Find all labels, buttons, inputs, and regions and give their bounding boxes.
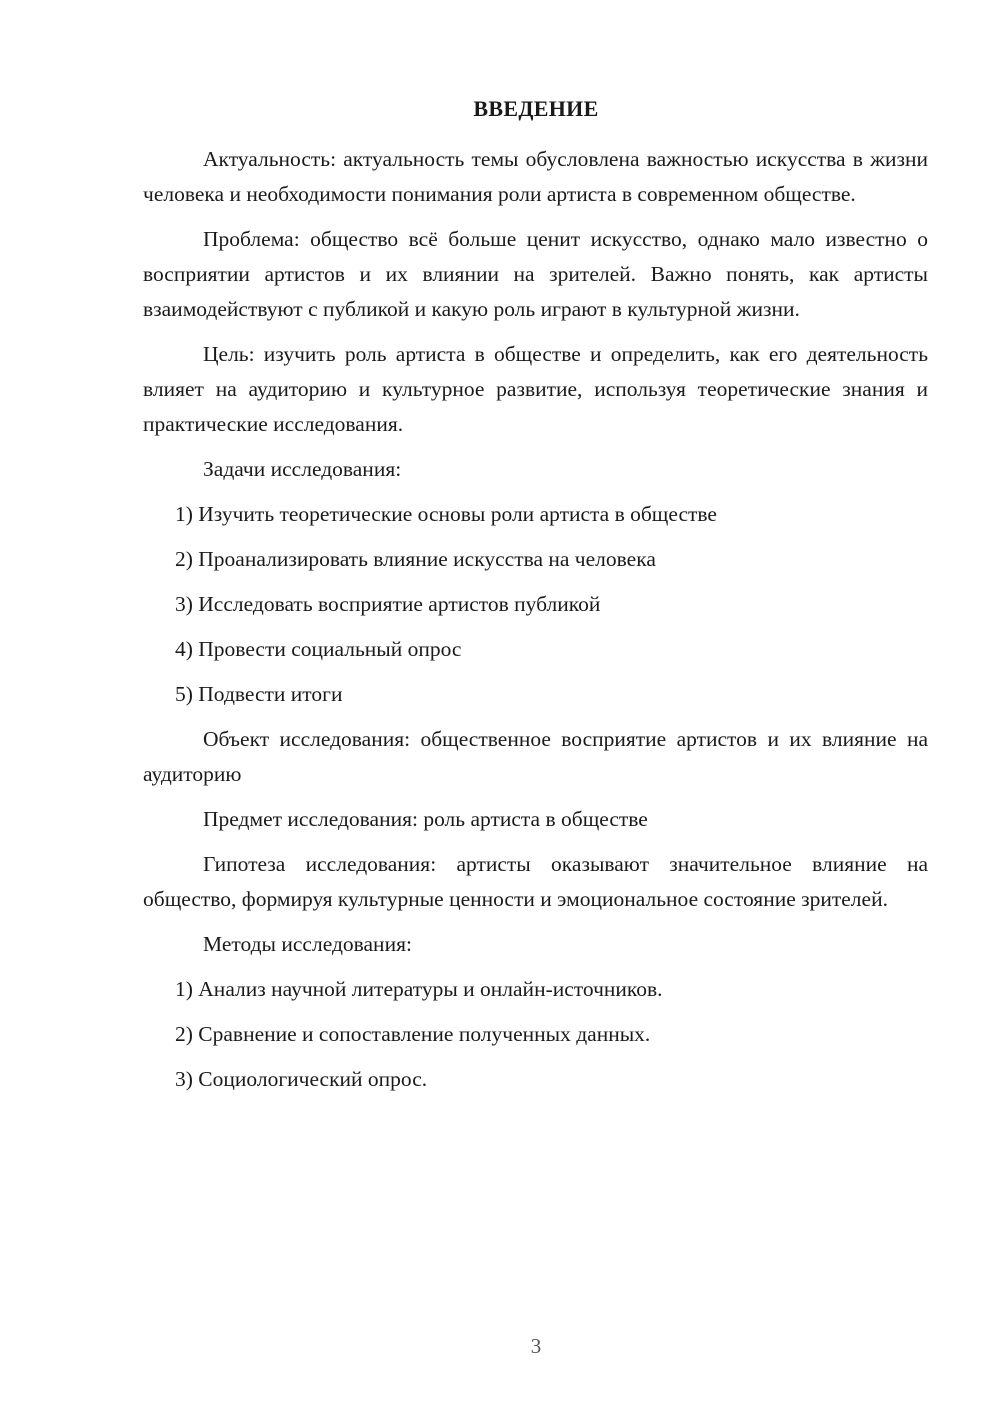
task-item: 2) Проанализировать влияние искусства на человека — [175, 547, 656, 571]
method-item: 2) Сравнение и сопоставление полученных данных. — [175, 1022, 651, 1046]
task-item: 3) Исследовать восприятие артистов публикой — [175, 592, 601, 616]
relevance-paragraph: Актуальность: актуальность темы обусловлена важностью искусства в жизни человека и необходимости понимания роли артиста в современном обществе. — [143, 147, 928, 206]
hypothesis-paragraph: Гипотеза исследования: артисты оказывают значительное влияние на общество, формируя культурные ценности и эмоциональное состояние зрителей. — [143, 852, 928, 911]
goal-paragraph: Цель: изучить роль артиста в обществе и определить, как его деятельность влияет на аудиторию и культурное развитие, используя теоретические знания и практические исследования. — [143, 342, 928, 436]
subject-paragraph: Предмет исследования: роль артиста в обществе — [203, 807, 648, 831]
task-item: 1) Изучить теоретические основы роли артиста в обществе — [175, 502, 717, 526]
methods-heading: Методы исследования: — [203, 932, 412, 956]
task-item: 5) Подвести итоги — [175, 682, 343, 706]
problem-paragraph: Проблема: общество всё больше ценит искусство, однако мало известно о восприятии артистов и их влиянии на зрителей. Важно понять, как артисты взаимодействуют с публикой и какую роль играют в культурной жизни. — [143, 227, 928, 321]
document-body — [143, 142, 928, 1107]
method-item: 3) Социологический опрос. — [175, 1067, 428, 1091]
object-paragraph: Объект исследования: общественное восприятие артистов и их влияние на аудиторию — [143, 727, 928, 786]
task-item: 4) Провести социальный опрос — [175, 637, 462, 661]
method-item: 1) Анализ научной литературы и онлайн-источников. — [175, 977, 663, 1001]
methods-list — [143, 972, 928, 1097]
tasks-heading: Задачи исследования: — [203, 457, 402, 481]
page-number: 3 — [530, 1334, 542, 1358]
page-title: ВВЕДЕНИЕ — [473, 96, 599, 121]
tasks-list — [143, 497, 928, 712]
